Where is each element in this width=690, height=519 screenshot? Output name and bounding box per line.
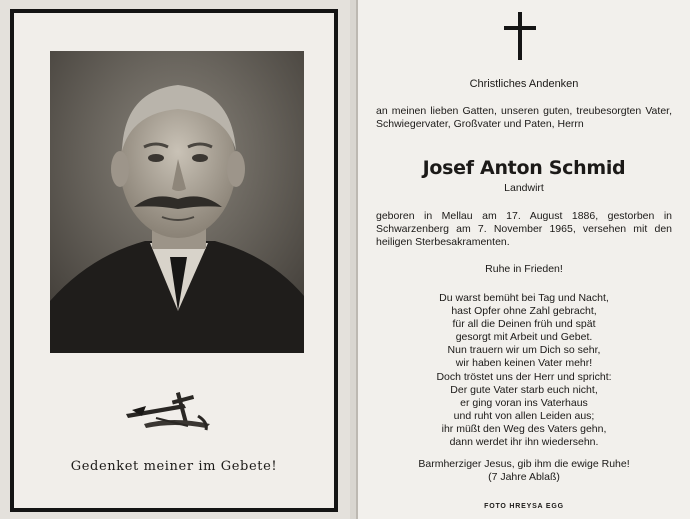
- poem-line: gesorgt mit Arbeit und Gebet.: [455, 331, 593, 344]
- dedication-text: an meinen lieben Gatten, unseren guten, treubesorgten Vater, Schwiegervater, Großvater und Paten, Herrn: [376, 105, 672, 130]
- poem-line: Der gute Vater starb euch nicht,: [450, 383, 598, 396]
- memorial-poem: [376, 292, 672, 449]
- poem-line: ihr müßt den Weg des Vaters gehn,: [441, 422, 607, 435]
- crossed-anchor-cross-icon: [122, 386, 222, 436]
- memorial-card-back: [356, 0, 690, 519]
- deceased-name: Josef Anton Schmid: [422, 157, 626, 179]
- indulgence-note: (7 Jahre Ablaß): [488, 471, 560, 483]
- poem-line: er ging voran ins Vaterhaus: [460, 396, 588, 409]
- occupation: Landwirt: [504, 182, 544, 194]
- cross-icon: [502, 12, 538, 60]
- prayer-line: Barmherziger Jesus, gib ihm die ewige Ruhe!: [418, 458, 630, 470]
- poem-line: wir haben keinen Vater mehr!: [455, 357, 593, 370]
- life-dates-text: geboren in Mellau am 17. August 1886, gestorben in Schwarzenberg am 7. November 1965, versehen mit den heiligen Sterbesakramenten.: [376, 210, 672, 248]
- poem-line: Nun trauern wir um Dich so sehr,: [447, 344, 601, 357]
- closing-prayer: [376, 458, 672, 484]
- poem-line: für all die Deinen früh und spät: [452, 318, 596, 331]
- poem-line: dann werdet ihr ihn wiedersehn.: [449, 436, 599, 449]
- photo-credit: FOTO HREYSA EGG: [484, 503, 564, 510]
- poem-line: hast Opfer ohne Zahl gebracht,: [451, 305, 597, 318]
- memorial-caption: Gedenket meiner im Gebete!: [70, 459, 278, 474]
- rest-in-peace: Ruhe in Frieden!: [485, 263, 563, 275]
- black-mourning-border: [10, 9, 338, 512]
- portrait-photo: [50, 51, 304, 353]
- card-heading: Christliches Andenken: [469, 78, 579, 90]
- poem-line: Doch tröstet uns der Herr und spricht:: [436, 370, 612, 383]
- poem-line: Du warst bemüht bei Tag und Nacht,: [439, 292, 609, 304]
- poem-line: und ruht von allen Leiden aus;: [453, 409, 595, 422]
